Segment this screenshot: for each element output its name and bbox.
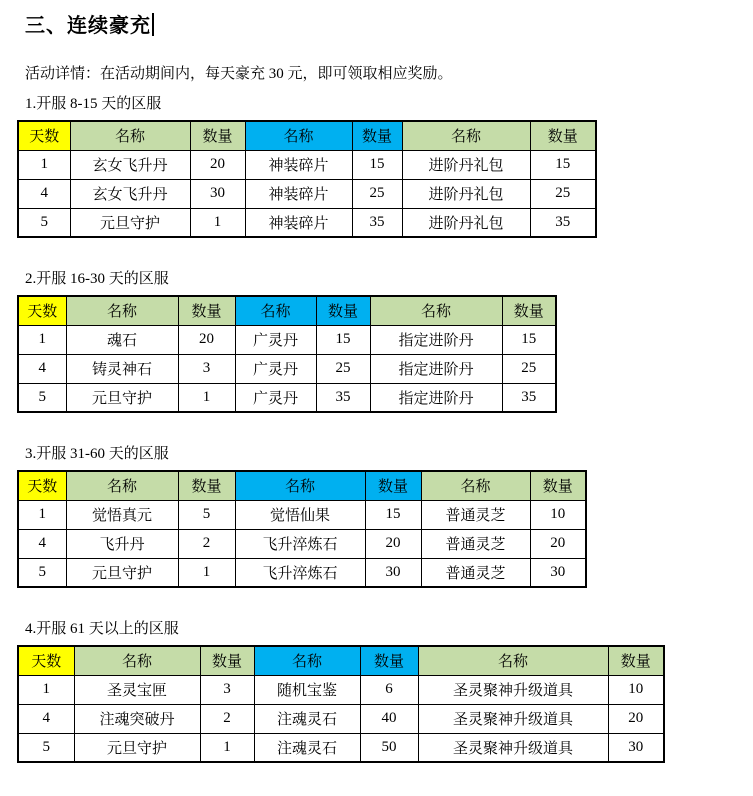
table-cell: 25: [316, 354, 370, 383]
table-cell: 广灵丹: [235, 325, 316, 354]
column-header-name: 名称: [235, 296, 316, 325]
table-cell: 神装碎片: [245, 208, 352, 237]
table-cell: 神装碎片: [245, 179, 352, 208]
column-header-name: 名称: [66, 296, 178, 325]
table-cell: 1: [18, 325, 66, 354]
section-title-2: 2.开服 16-30 天的区服: [25, 271, 169, 287]
table-cell: 1: [190, 208, 245, 237]
column-header-name: 名称: [74, 646, 200, 675]
table-cell: 2: [178, 529, 235, 558]
table-cell: 5: [18, 208, 70, 237]
column-header-qty: 数量: [360, 646, 418, 675]
table-cell: 普通灵芝: [421, 500, 530, 529]
table-cell: 广灵丹: [235, 383, 316, 412]
table-cell: 广灵丹: [235, 354, 316, 383]
table-row: [18, 325, 556, 354]
table-cell: 魂石: [66, 325, 178, 354]
table-header-row: [18, 471, 586, 500]
table-cell: 35: [530, 208, 596, 237]
table-cell: 注魂灵石: [254, 733, 360, 762]
table-cell: 进阶丹礼包: [402, 208, 530, 237]
column-header-name: 名称: [245, 121, 352, 150]
table-cell: 30: [365, 558, 421, 587]
table-cell: 50: [360, 733, 418, 762]
column-header-qty: 数量: [178, 471, 235, 500]
table-cell: 元旦守护: [66, 383, 178, 412]
column-header-days: 天数: [18, 471, 66, 500]
table-cell: 3: [200, 675, 254, 704]
table-cell: 飞升淬炼石: [235, 529, 365, 558]
table-cell: 1: [18, 675, 74, 704]
activity-description: 活动详情：在活动期间内，每天豪充 30 元，即可领取相应奖励。: [25, 66, 453, 82]
reward-table-3: [17, 470, 587, 588]
section-title-1: 1.开服 8-15 天的区服: [25, 96, 162, 112]
column-header-qty: 数量: [316, 296, 370, 325]
table-cell: 觉悟真元: [66, 500, 178, 529]
table-cell: 30: [608, 733, 664, 762]
table-cell: 注魂灵石: [254, 704, 360, 733]
table-cell: 15: [530, 150, 596, 179]
column-header-name: 名称: [70, 121, 190, 150]
table-cell: 1: [18, 500, 66, 529]
section-title-3: 3.开服 31-60 天的区服: [25, 446, 169, 462]
reward-table-1: [17, 120, 597, 238]
table-cell: 15: [365, 500, 421, 529]
column-header-qty: 数量: [178, 296, 235, 325]
column-header-qty: 数量: [530, 471, 586, 500]
table-cell: 25: [502, 354, 556, 383]
table-cell: 圣灵聚神升级道具: [418, 704, 608, 733]
column-header-name: 名称: [421, 471, 530, 500]
table-cell: 圣灵聚神升级道具: [418, 733, 608, 762]
column-header-qty: 数量: [365, 471, 421, 500]
table-cell: 普通灵芝: [421, 529, 530, 558]
table-cell: 元旦守护: [74, 733, 200, 762]
column-header-name: 名称: [254, 646, 360, 675]
table-cell: 10: [608, 675, 664, 704]
table-row: [18, 150, 596, 179]
table-cell: 30: [530, 558, 586, 587]
table-cell: 圣灵宝匣: [74, 675, 200, 704]
table-cell: 飞升丹: [66, 529, 178, 558]
table-cell: 20: [190, 150, 245, 179]
table-row: [18, 675, 664, 704]
table-row: [18, 383, 556, 412]
table-cell: 觉悟仙果: [235, 500, 365, 529]
column-header-qty: 数量: [530, 121, 596, 150]
table-header-row: [18, 646, 664, 675]
column-header-qty: 数量: [190, 121, 245, 150]
table-row: [18, 704, 664, 733]
table-cell: 20: [178, 325, 235, 354]
table-cell: 4: [18, 704, 74, 733]
column-header-days: 天数: [18, 296, 66, 325]
table-row: [18, 558, 586, 587]
column-header-name: 名称: [370, 296, 502, 325]
reward-table-4: [17, 645, 665, 763]
table-cell: 1: [18, 150, 70, 179]
table-cell: 25: [530, 179, 596, 208]
table-cell: 4: [18, 179, 70, 208]
table-cell: 铸灵神石: [66, 354, 178, 383]
table-cell: 15: [502, 325, 556, 354]
column-header-name: 名称: [418, 646, 608, 675]
reward-table-2: [17, 295, 557, 413]
table-cell: 神装碎片: [245, 150, 352, 179]
table-row: [18, 179, 596, 208]
page-title-text: 三、连续豪充: [25, 15, 151, 37]
table-cell: 3: [178, 354, 235, 383]
table-cell: 1: [200, 733, 254, 762]
table-row: [18, 733, 664, 762]
table-cell: 35: [502, 383, 556, 412]
table-cell: 4: [18, 354, 66, 383]
table-cell: 5: [178, 500, 235, 529]
table-cell: 40: [360, 704, 418, 733]
table-cell: 普通灵芝: [421, 558, 530, 587]
column-header-name: 名称: [402, 121, 530, 150]
table-cell: 玄女飞升丹: [70, 150, 190, 179]
table-cell: 4: [18, 529, 66, 558]
table-cell: 5: [18, 733, 74, 762]
table-row: [18, 208, 596, 237]
column-header-name: 名称: [66, 471, 178, 500]
table-header-row: [18, 121, 596, 150]
column-header-days: 天数: [18, 646, 74, 675]
table-cell: 35: [316, 383, 370, 412]
table-cell: 元旦守护: [66, 558, 178, 587]
column-header-qty: 数量: [502, 296, 556, 325]
table-cell: 指定进阶丹: [370, 383, 502, 412]
table-cell: 30: [190, 179, 245, 208]
column-header-days: 天数: [18, 121, 70, 150]
table-cell: 进阶丹礼包: [402, 179, 530, 208]
table-cell: 圣灵聚神升级道具: [418, 675, 608, 704]
column-header-qty: 数量: [608, 646, 664, 675]
table-cell: 2: [200, 704, 254, 733]
table-cell: 15: [316, 325, 370, 354]
table-cell: 指定进阶丹: [370, 325, 502, 354]
table-cell: 注魂突破丹: [74, 704, 200, 733]
table-cell: 元旦守护: [70, 208, 190, 237]
table-cell: 35: [352, 208, 402, 237]
column-header-qty: 数量: [200, 646, 254, 675]
text-cursor: [152, 13, 154, 36]
table-cell: 玄女飞升丹: [70, 179, 190, 208]
table-cell: 5: [18, 383, 66, 412]
column-header-name: 名称: [235, 471, 365, 500]
table-header-row: [18, 296, 556, 325]
table-row: [18, 354, 556, 383]
table-cell: 20: [365, 529, 421, 558]
table-cell: 飞升淬炼石: [235, 558, 365, 587]
table-cell: 6: [360, 675, 418, 704]
table-cell: 1: [178, 383, 235, 412]
table-cell: 25: [352, 179, 402, 208]
table-cell: 进阶丹礼包: [402, 150, 530, 179]
table-cell: 1: [178, 558, 235, 587]
table-cell: 10: [530, 500, 586, 529]
section-title-4: 4.开服 61 天以上的区服: [25, 621, 179, 637]
column-header-qty: 数量: [352, 121, 402, 150]
page-title: [25, 12, 753, 40]
table-cell: 20: [608, 704, 664, 733]
table-cell: 指定进阶丹: [370, 354, 502, 383]
table-cell: 5: [18, 558, 66, 587]
table-row: [18, 500, 586, 529]
table-cell: 15: [352, 150, 402, 179]
table-cell: 20: [530, 529, 586, 558]
table-row: [18, 529, 586, 558]
table-cell: 随机宝鉴: [254, 675, 360, 704]
